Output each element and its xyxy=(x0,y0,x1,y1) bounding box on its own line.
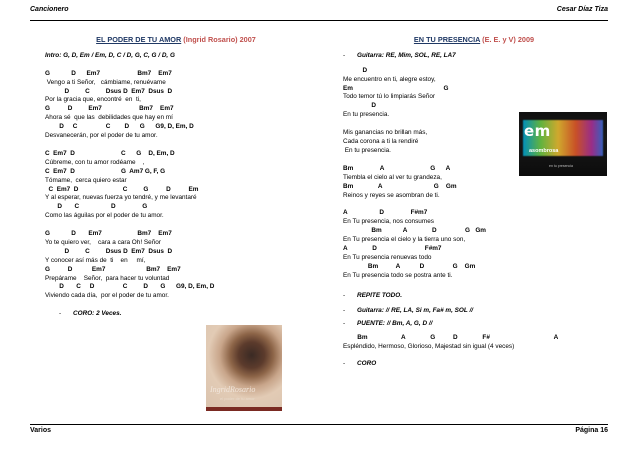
lyric-line: En tu presencia. xyxy=(343,146,391,154)
right-song-bridge-chords: Bm A G D F# A xyxy=(343,334,559,342)
lyric-line: Me encuentro en ti, alegre estoy, xyxy=(343,75,436,83)
chord-line: C Em7 D G Am7 G, F, G xyxy=(45,167,166,175)
lyric-line: Tiembla el cielo al ver tu grandeza, xyxy=(343,173,442,181)
stanza-gap xyxy=(45,141,307,150)
chord-line: D xyxy=(343,66,368,74)
right-song-bridge-lyric: Espléndido, Hermoso, Glorioso, Majestad sin igual (4 veces) xyxy=(343,343,515,351)
right-song-intro: - Guitarra: RE, Mim, SOL, RE, LA7 xyxy=(343,52,605,61)
lyric-line: En Tu presencia renuevas todo xyxy=(343,253,432,261)
lyric-line: Viviendo cada día, por el poder de tu amor. xyxy=(45,292,169,300)
right-song-guitar-bullet: - Guitarra: // RE, LA, Si m, Fa# m, SOL // xyxy=(343,307,605,316)
left-song-artist: (Ingrid Rosario) 2007 xyxy=(183,35,256,44)
chord-line: D C D C D G G9, D, Em, D xyxy=(45,283,215,291)
chord-line: G D Em7 Bm7 Em7 xyxy=(45,230,172,238)
chord-line: D C D G xyxy=(45,203,148,211)
right-song-coro: - CORO xyxy=(343,360,605,369)
album-cover-ingrid-rosario xyxy=(206,325,282,411)
chord-line: Bm A G A xyxy=(343,164,451,172)
lyric-line: Cúbreme, con tu amor rodéame , xyxy=(45,158,145,166)
chord-line: G D Em7 Bm7 Em7 xyxy=(45,265,181,273)
lyric-line: Mis ganancias no brillan más, xyxy=(343,129,428,137)
lyric-line: En Tu presencia, nos consumes xyxy=(343,218,434,226)
chord-line: D xyxy=(343,102,377,110)
chord-line: Bm A G Gm xyxy=(343,182,457,190)
right-song-repite: - REPITE TODO. xyxy=(343,292,605,301)
lyric-line: Como las águilas por el poder de tu amor. xyxy=(45,212,164,220)
left-song-heading xyxy=(45,36,307,45)
lyric-line: En Tu presencia todo se postra ante ti. xyxy=(343,271,453,279)
chord-line: D C Dsus D Em7 Dsus D xyxy=(45,87,173,95)
album-cover-word: em xyxy=(524,122,551,140)
chord-line: D C Dsus D Em7 Dsus D xyxy=(45,247,173,255)
album-cover-subtext: el poder de tu amor xyxy=(220,396,255,401)
lyric-line: Vengo a ti Señor, cámbiame, renuévame xyxy=(45,78,166,86)
chord-line: Em G xyxy=(343,84,449,92)
footer-section: Varios xyxy=(30,427,52,434)
album-cover-small: en tu presencia xyxy=(549,164,573,168)
chord-line: Bm A D G Gm xyxy=(343,262,476,270)
lyric-line: Y al esperar, nuevas fuerza yo tendré, y me levantaré xyxy=(45,194,197,202)
chord-line: D C C D G G9, D, Em, D xyxy=(45,123,194,131)
lyric-line: Tómame, cerca quiero estar xyxy=(45,176,127,184)
left-song-title: EL PODER DE TU AMOR xyxy=(96,35,182,44)
lyric-line: Cada corona a ti la rendiré xyxy=(343,138,419,146)
lyric-line: En Tu presencia el cielo y la tierra uno son, xyxy=(343,236,466,244)
right-song-artist: (E. E. y V) 2009 xyxy=(482,35,535,44)
album-cover-word-tail: asombrosa xyxy=(529,148,559,154)
left-song-lines xyxy=(45,70,307,301)
lyric-line: Prepárame Señor, para hacer tu voluntad xyxy=(45,274,170,282)
header-author: Cesar Díaz Tiza xyxy=(556,6,608,13)
stanza-gap xyxy=(45,221,307,230)
lyric-line: Yo te quiero ver, cara a cara Oh! Señor xyxy=(45,238,161,246)
right-song-title: EN TU PRESENCIA xyxy=(413,35,481,44)
chord-line: C Em7 D C G D Em xyxy=(45,185,199,193)
lyric-line: Ahora sé que las debilidades que hay en mí xyxy=(45,114,173,122)
chord-line: A D F#m7 xyxy=(343,209,428,217)
stanza-gap xyxy=(343,200,605,209)
lyric-line: Todo temor tú lo limpiarás Señor xyxy=(343,93,435,101)
chord-line: G D Em7 Bm7 Em7 xyxy=(45,105,174,113)
chord-line: A D F#m7 xyxy=(343,244,442,252)
left-song xyxy=(45,36,307,319)
lyric-line: Por la gracia que, encontré en ti, xyxy=(45,96,141,104)
lyric-line: Desvanecerán, por el poder de tu amor. xyxy=(45,132,158,140)
album-cover-en-tu-presencia xyxy=(519,112,607,176)
chord-line: G D Em7 Bm7 Em7 xyxy=(45,69,172,77)
left-song-coro-note: - CORO: 2 Veces. xyxy=(59,310,307,319)
right-song xyxy=(343,36,605,369)
lyric-line: En tu presencia. xyxy=(343,111,390,119)
page-footer xyxy=(30,424,608,437)
lyric-line: Y conocer así más de ti en mí, xyxy=(45,256,146,264)
album-cover-text: IngridRosario xyxy=(210,385,256,394)
chord-line: Bm A D G Gm xyxy=(343,227,486,235)
lyric-line: Reinos y reyes se asombran de ti. xyxy=(343,191,440,199)
left-song-intro: Intro: G, D, Em / Em, D, C / D, G, C, G / D, G xyxy=(45,51,175,59)
header-book-title: Cancionero xyxy=(30,6,69,13)
footer-page-number: Página 16 xyxy=(575,427,608,434)
right-song-puente: - PUENTE: // Bm, A, G, D // xyxy=(343,320,605,329)
chord-line: C Em7 D C G D, Em, D xyxy=(45,149,175,157)
page-header xyxy=(30,6,608,21)
right-song-heading xyxy=(343,36,605,45)
